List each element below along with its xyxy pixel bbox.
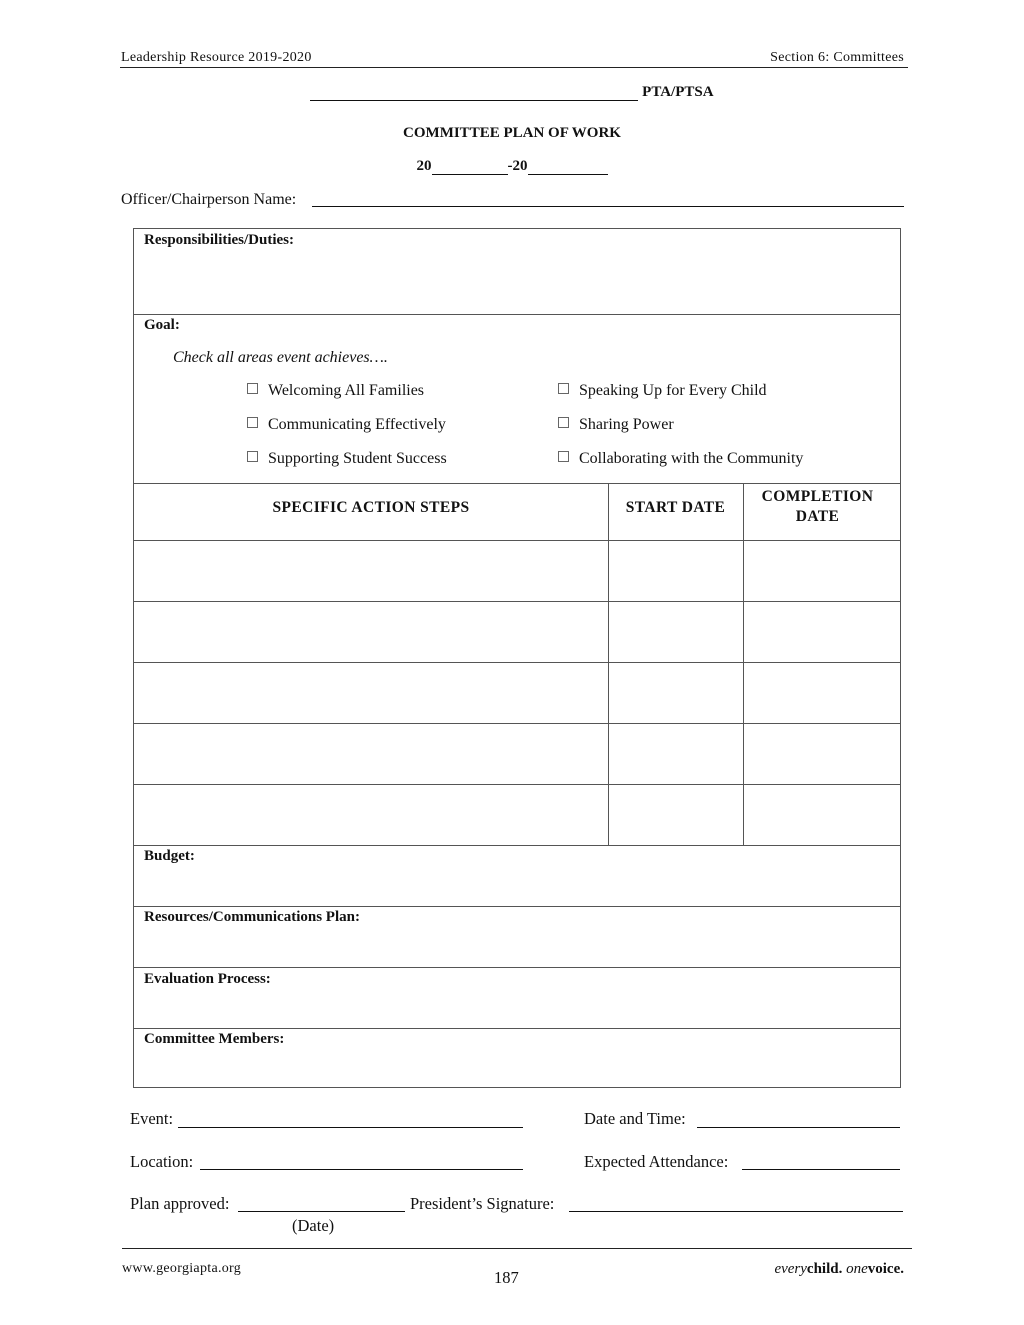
checkbox-icon	[247, 451, 258, 462]
divider	[134, 906, 900, 907]
officer-label: Officer/Chairperson Name:	[121, 191, 297, 208]
footer-tagline	[774, 1261, 904, 1278]
event-field[interactable]	[178, 1127, 523, 1128]
checkbox-icon	[558, 417, 569, 428]
checkbox-icon	[558, 451, 569, 462]
check-instruction: Check all areas event achieves….	[173, 349, 388, 366]
location-label: Location:	[130, 1152, 194, 1171]
plan-approved-date-field[interactable]	[238, 1211, 405, 1212]
org-suffix: PTA/PTSA	[642, 84, 714, 100]
table-divider	[134, 540, 900, 541]
checkbox-speaking-up[interactable]	[558, 382, 767, 400]
tagline-one: one	[846, 1261, 868, 1277]
org-title	[0, 84, 1024, 101]
event-label: Event:	[130, 1109, 174, 1128]
tagline-voice: voice.	[867, 1261, 904, 1277]
column-header-completion-date: COMPLETION DATE	[761, 488, 874, 525]
year-row	[0, 158, 1024, 175]
divider	[134, 1028, 900, 1029]
table-divider	[134, 601, 900, 602]
goal-label: Goal:	[144, 317, 180, 333]
date-time-label: Date and Time:	[584, 1109, 686, 1128]
table-column-divider	[743, 483, 744, 845]
checkbox-welcoming[interactable]	[247, 382, 424, 400]
header-divider	[120, 67, 908, 68]
attendance-field[interactable]	[742, 1169, 900, 1170]
column-header-action-steps: SPECIFIC ACTION STEPS	[272, 499, 470, 516]
divider	[134, 483, 900, 484]
divider	[134, 967, 900, 968]
page-number: 187	[494, 1268, 519, 1287]
checkbox-label: Collaborating with the Community	[579, 450, 804, 467]
checkbox-icon	[247, 417, 258, 428]
checkbox-icon	[558, 383, 569, 394]
president-signature-label: President’s Signature:	[410, 1194, 555, 1213]
checkbox-label: Speaking Up for Every Child	[579, 382, 767, 399]
table-divider	[134, 723, 900, 724]
checkbox-icon	[247, 383, 258, 394]
year-start-blank[interactable]	[432, 158, 508, 175]
date-caption: (Date)	[292, 1216, 335, 1235]
president-signature-field[interactable]	[569, 1211, 903, 1212]
table-divider	[134, 662, 900, 663]
budget-label: Budget:	[144, 848, 195, 864]
plan-form	[133, 228, 901, 1088]
header-left: Leadership Resource 2019-2020	[121, 50, 312, 65]
checkbox-label: Supporting Student Success	[268, 450, 447, 467]
checkbox-supporting-success[interactable]	[247, 450, 447, 468]
responsibilities-label: Responsibilities/Duties:	[144, 232, 295, 248]
members-label: Committee Members:	[144, 1031, 285, 1047]
location-field[interactable]	[200, 1169, 523, 1170]
date-time-field[interactable]	[697, 1127, 900, 1128]
year-mid: -20	[507, 158, 528, 174]
column-header-start-date: START DATE	[625, 499, 726, 516]
officer-name-field[interactable]	[312, 206, 904, 207]
table-divider	[134, 845, 900, 846]
org-name-blank[interactable]	[310, 84, 638, 101]
year-prefix: 20	[416, 158, 432, 174]
footer-website[interactable]: www.georgiapta.org	[122, 1261, 242, 1276]
plan-approved-label: Plan approved:	[130, 1194, 230, 1213]
table-divider	[134, 784, 900, 785]
resources-label: Resources/Communications Plan:	[144, 909, 360, 925]
year-end-blank[interactable]	[528, 158, 608, 175]
checkbox-label: Welcoming All Families	[268, 382, 425, 399]
checkbox-communicating[interactable]	[247, 416, 446, 434]
attendance-label: Expected Attendance:	[584, 1152, 729, 1171]
table-column-divider	[608, 483, 609, 845]
header-right: Section 6: Committees	[770, 50, 904, 65]
evaluation-label: Evaluation Process:	[144, 971, 271, 987]
checkbox-collaborating[interactable]	[558, 450, 803, 468]
checkbox-label: Sharing Power	[579, 416, 674, 433]
tagline-every: every	[774, 1261, 807, 1277]
checkbox-label: Communicating Effectively	[268, 416, 446, 433]
divider	[134, 314, 900, 315]
checkbox-sharing-power[interactable]	[558, 416, 674, 434]
plan-title: COMMITTEE PLAN OF WORK	[403, 125, 621, 141]
tagline-child: child.	[806, 1261, 843, 1277]
footer-divider	[122, 1248, 912, 1249]
